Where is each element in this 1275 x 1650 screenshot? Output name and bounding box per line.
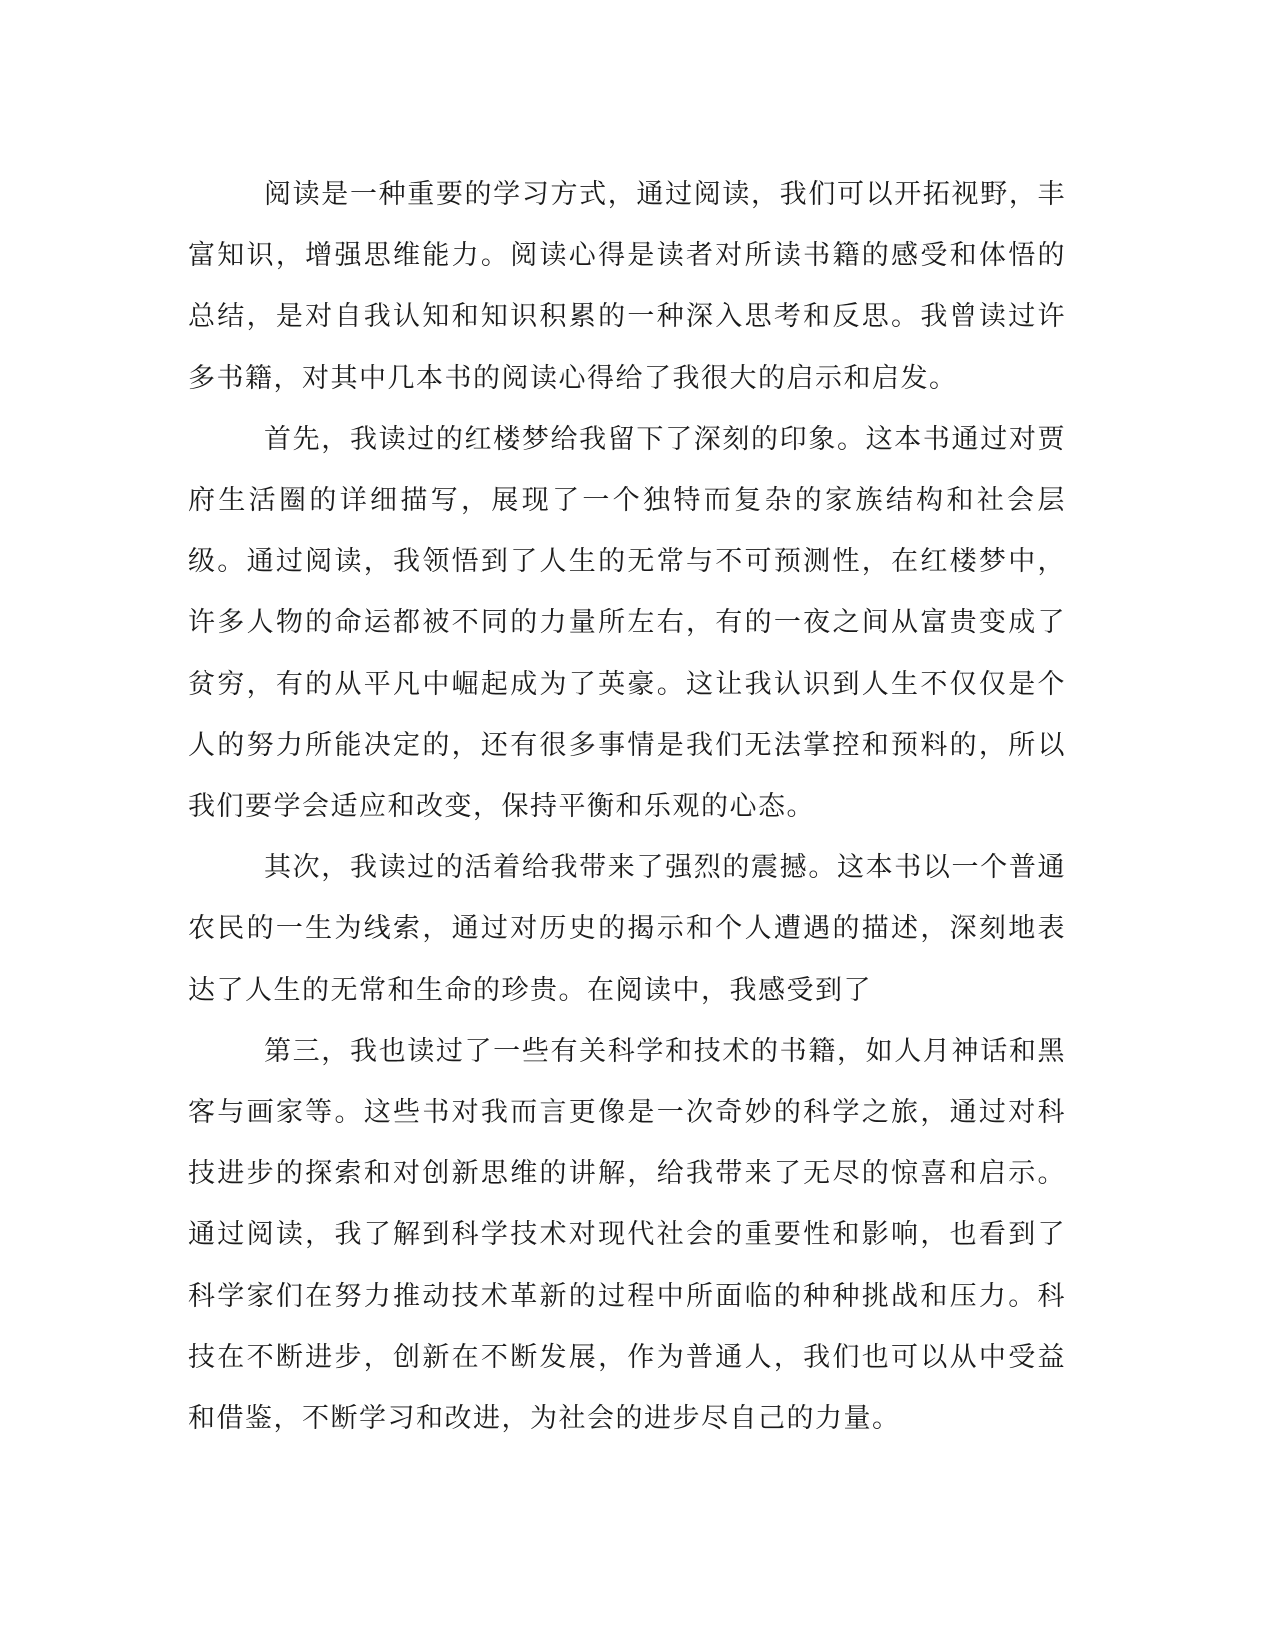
- paragraph-second: 其次，我读过的活着给我带来了强烈的震撼。这本书以一个普通农民的一生为线索，通过对历史的揭示和个人遭遇的描述，深刻地表达了人生的无常和生命的珍贵。在阅读中，我感受到了: [188, 852, 1066, 1006]
- paragraph-first: 首先，我读过的红楼梦给我留下了深刻的印象。这本书通过对贾府生活圈的详细描写，展现了一个独特而复杂的家族结构和社会层级。通过阅读，我领悟到了人生的无常与不可预测性，在红楼梦中，许多人物的命运都被不同的力量所左右，有的一夜之间从富贵变成了贫穷，有的从平凡中崛起成为了英豪。这让我认识到人生不仅仅是个人的努力所能决定的，还有很多事情是我们无法掌控和预料的，所以我们要学会适应和改变，保持平衡和乐观的心态。: [188, 423, 1066, 823]
- paragraph-intro: 阅读是一种重要的学习方式，通过阅读，我们可以开拓视野，丰富知识，增强思维能力。阅读心得是读者对所读书籍的感受和体悟的总结，是对自我认知和知识积累的一种深入思考和反思。我曾读过许多书籍，对其中几本书的阅读心得给了我很大的启示和启发。: [188, 179, 1066, 394]
- document-body: [188, 164, 1066, 1449]
- paragraph-third: 第三，我也读过了一些有关科学和技术的书籍，如人月神话和黑客与画家等。这些书对我而言更像是一次奇妙的科学之旅，通过对科技进步的探索和对创新思维的讲解，给我带来了无尽的惊喜和启示。通过阅读，我了解到科学技术对现代社会的重要性和影响，也看到了科学家们在努力推动技术革新的过程中所面临的种种挑战和压力。科技在不断进步，创新在不断发展，作为普通人，我们也可以从中受益和借鉴，不断学习和改进，为社会的进步尽自己的力量。: [188, 1035, 1066, 1435]
